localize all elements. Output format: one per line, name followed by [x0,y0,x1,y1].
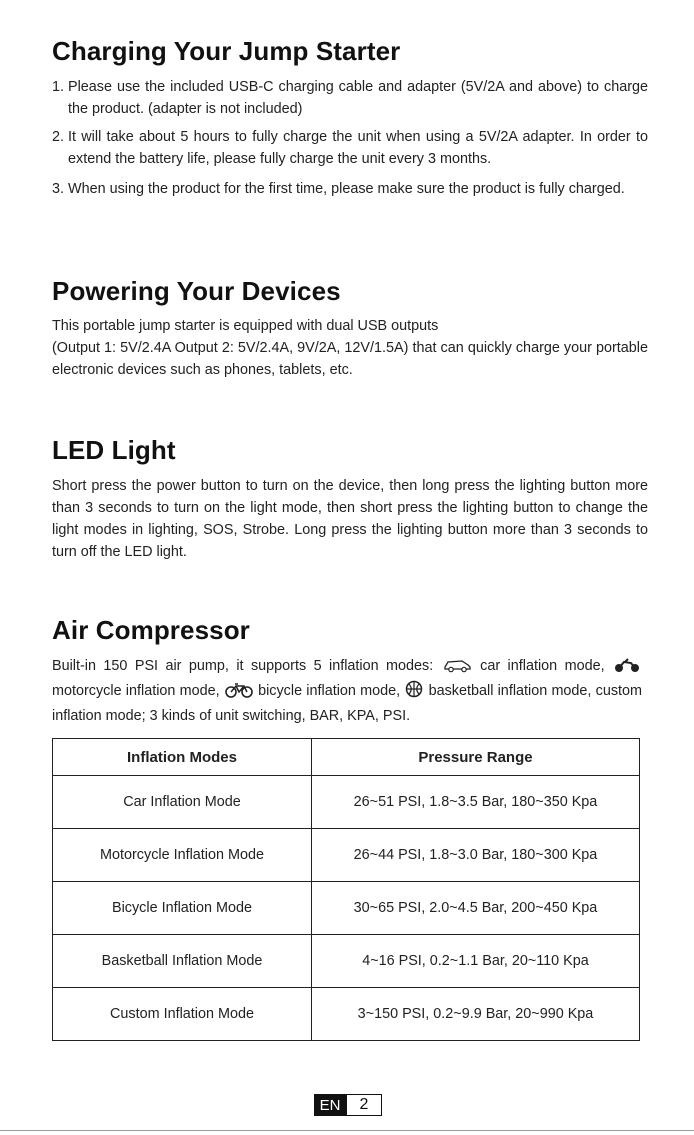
list-number: 3. [52,181,65,197]
list-text: When using the product for the first time, please make sure the product is fully charged. [68,181,625,197]
moto-mode-text: motorcycle inflation mode, [52,683,220,699]
powering-text [52,315,648,381]
table-row [53,988,640,1041]
table-cell-pressure: 30~65 PSI, 2.0~4.5 Bar, 200~450 Kpa [312,882,640,935]
led-title: LED Light [52,435,176,465]
list-text: It will take about 5 hours to fully charge the unit when using a 5V/2A adapter. In order to extend the battery life, please fully charge the unit every 3 months. [68,129,648,167]
bicycle-icon [225,682,253,705]
table-cell-mode: Bicycle Inflation Mode [53,882,312,935]
table-header-mode: Inflation Modes [53,739,312,776]
table-header-pressure: Pressure Range [312,739,640,776]
air-title: Air Compressor [52,615,250,645]
powering-line-2: (Output 1: 5V/2.4A Output 2: 5V/2.4A, 9V/2A, 12V/1.5A) that can quickly charge your portable electronic devices such as phones, tablets, etc. [52,340,648,378]
page-footer [314,1094,382,1116]
table-row [53,829,640,882]
bike-mode-text: bicycle inflation mode, [258,683,401,699]
table-row [53,935,640,988]
air-intro [52,655,642,727]
charging-item-2 [52,126,648,170]
page-number: 2 [346,1094,382,1116]
table-row [53,882,640,935]
table-row [53,776,640,829]
table-cell-pressure: 26~51 PSI, 1.8~3.5 Bar, 180~350 Kpa [312,776,640,829]
table-cell-mode: Basketball Inflation Mode [53,935,312,988]
list-number: 1. [52,79,65,95]
table-header-row [53,739,640,776]
table-cell-pressure: 26~44 PSI, 1.8~3.0 Bar, 180~300 Kpa [312,829,640,882]
motorcycle-icon [613,657,641,680]
table-cell-mode: Motorcycle Inflation Mode [53,829,312,882]
car-mode-text: car inflation mode, [480,658,605,674]
table-cell-pressure: 3~150 PSI, 0.2~9.9 Bar, 20~990 Kpa [312,988,640,1041]
list-number: 2. [52,129,65,145]
led-text: Short press the power button to turn on the device, then long press the lighting button more than 3 seconds to turn on the light mode, then short press the lighting button to change the light modes in lighting, SOS, Strobe. Long press the lighting button more than 3 seconds to turn off the LED light. [52,478,648,560]
inflation-modes-table [52,738,640,1041]
car-icon [442,657,472,680]
basketball-icon [405,680,423,705]
language-badge: EN [314,1094,346,1116]
charging-item-3 [52,178,648,200]
table-cell-mode: Custom Inflation Mode [53,988,312,1041]
air-intro-a: Built-in 150 PSI air pump, it supports 5 inflation modes: [52,658,434,674]
list-text: Please use the included USB-C charging cable and adapter (5V/2A and above) to charge the product. (adapter is not included) [68,79,648,117]
charging-item-1 [52,76,648,120]
charging-title: Charging Your Jump Starter [52,36,401,66]
powering-line-1: This portable jump starter is equipped with dual USB outputs [52,318,439,334]
ball-mode-text: basketball inflation mode, custom inflation mode; 3 kinds of unit switching, BAR, KPA, PSI. [52,683,643,724]
powering-title: Powering Your Devices [52,276,341,306]
table-cell-mode: Car Inflation Mode [53,776,312,829]
bottom-divider [0,1130,694,1131]
table-cell-pressure: 4~16 PSI, 0.2~1.1 Bar, 20~110 Kpa [312,935,640,988]
